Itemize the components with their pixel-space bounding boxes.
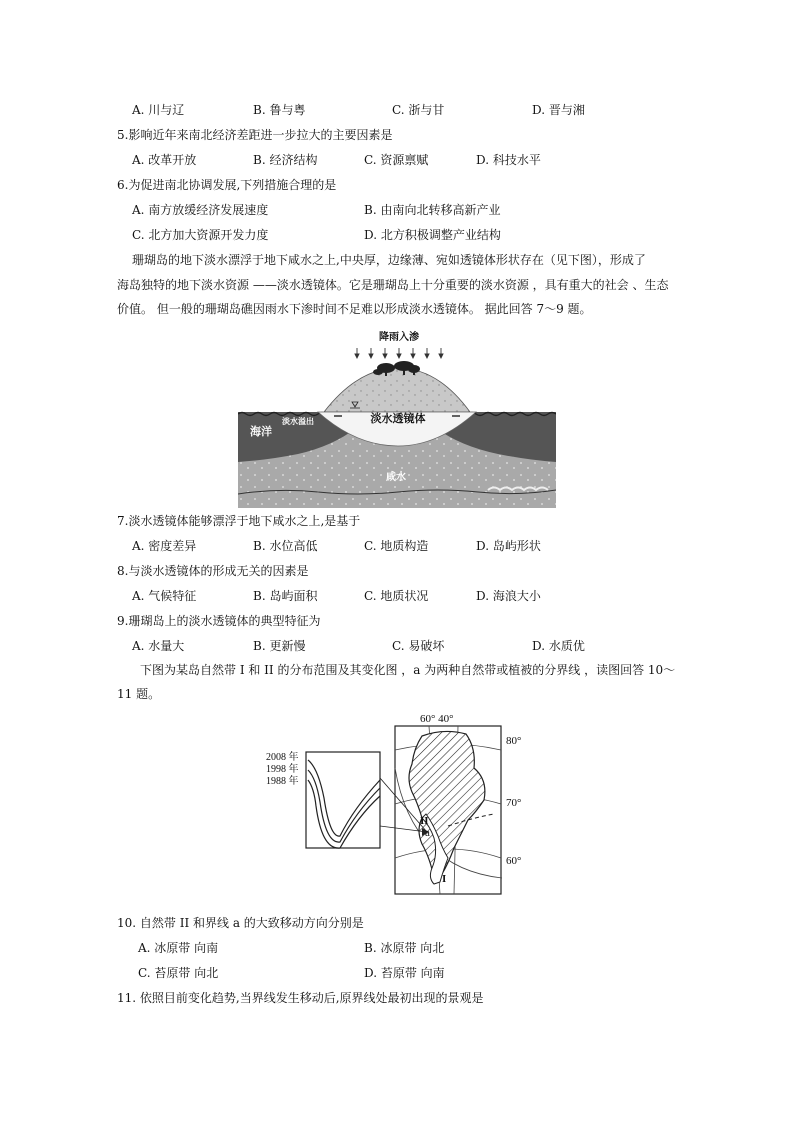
- q5-option-c: C. 资源禀赋: [364, 153, 429, 167]
- q8-option-b: B. 岛屿面积: [253, 589, 318, 603]
- lat-80-label: 80°: [506, 735, 522, 747]
- lat-60-label: 60°: [506, 855, 522, 867]
- passage1-line2: 海岛独特的地下淡水资源 ——淡水透镜体。它是珊瑚岛上十分重要的淡水资源 ，具有重大的社会 、生态: [117, 278, 669, 292]
- q5-option-a: A. 改革开放: [132, 153, 197, 167]
- q9-option-c: C. 易破坏: [392, 639, 445, 653]
- lens-label: 淡水透镜体: [370, 412, 426, 425]
- rain-arrows: [355, 348, 443, 358]
- q9-option-a: A. 水量大: [132, 639, 185, 653]
- q4-option-b: B. 鲁与粤: [253, 103, 306, 117]
- q7-option-b: B. 水位高低: [253, 539, 318, 553]
- q4-option-c: C. 浙与甘: [392, 103, 445, 117]
- saltwater-label: 咸水: [386, 472, 406, 483]
- q10-option-a: A. 冰原带 向南: [138, 941, 219, 955]
- q6-option-b: B. 由南向北转移高新产业: [364, 203, 501, 217]
- q7-option-a: A. 密度差异: [132, 539, 197, 553]
- q9-option-d: D. 水质优: [532, 639, 585, 653]
- freshwater-lens-diagram: [238, 328, 556, 508]
- q8-option-d: D. 海浪大小: [476, 589, 541, 603]
- island-mound: [324, 368, 470, 412]
- q10-option-d: D. 苔原带 向南: [364, 966, 445, 980]
- longitude-label: 60° 40°: [420, 713, 454, 725]
- freshwater-lens-figure: [238, 328, 556, 508]
- zone-I-label: I: [442, 873, 447, 885]
- q10-stem: 10. 自然带 II 和界线 a 的大致移动方向分别是: [117, 916, 364, 930]
- line-a-label: a: [425, 827, 430, 839]
- q9-stem: 9.珊瑚岛上的淡水透镜体的典型特征为: [117, 614, 321, 628]
- q5-option-b: B. 经济结构: [253, 153, 318, 167]
- q5-stem: 5.影响近年来南北经济差距进一步拉大的主要因素是: [117, 128, 393, 142]
- passage2-line2: 11 题。: [117, 687, 161, 701]
- q10-option-c: C. 苔原带 向北: [138, 966, 219, 980]
- island-zone-map-figure: [262, 708, 534, 898]
- q10-option-b: B. 冰原带 向北: [364, 941, 445, 955]
- ocean-label: 海洋: [250, 425, 272, 438]
- island-zone-map: [262, 708, 534, 898]
- q7-option-d: D. 岛屿形状: [476, 539, 541, 553]
- q6-option-d: D. 北方积极调整产业结构: [364, 228, 501, 242]
- q5-option-d: D. 科技水平: [476, 153, 541, 167]
- q4-option-a: A. 川与辽: [132, 103, 185, 117]
- lat-70-label: 70°: [506, 797, 522, 809]
- q6-option-c: C. 北方加大资源开发力度: [132, 228, 269, 242]
- q7-stem: 7.淡水透镜体能够漂浮于地下咸水之上,是基于: [117, 514, 361, 528]
- overflow-label: 淡水溢出: [282, 417, 314, 426]
- year-1988-label: 1988 年: [266, 776, 299, 787]
- q7-option-c: C. 地质构造: [364, 539, 429, 553]
- rain-label: 降雨入渗: [379, 332, 419, 343]
- passage2-line1: 下图为某岛自然带 I 和 II 的分布范围及其变化图 ，a 为两种自然带或植被的分界线 ，读图回答 10～: [140, 663, 676, 677]
- passage1-line3: 价值。 但一般的珊瑚岛礁因雨水下渗时间不足难以形成淡水透镜体。 据此回答 7～9 题。: [117, 302, 592, 316]
- q4-option-d: D. 晋与湘: [532, 103, 585, 117]
- passage1-line1: 珊瑚岛的地下淡水漂浮于地下咸水之上,中央厚，边缘薄、宛如透镜体形状存在（见下图），形成了: [132, 253, 646, 267]
- zone-II-label: II: [420, 815, 429, 827]
- q11-stem: 11. 依照目前变化趋势,当界线发生移动后,原界线处最初出现的景观是: [117, 991, 484, 1005]
- year-1998-label: 1998 年: [266, 764, 299, 775]
- year-2008-label: 2008 年: [266, 752, 299, 763]
- q8-stem: 8.与淡水透镜体的形成无关的因素是: [117, 564, 309, 578]
- q6-option-a: A. 南方放缓经济发展速度: [132, 203, 269, 217]
- q9-option-b: B. 更新慢: [253, 639, 306, 653]
- q8-option-a: A. 气候特征: [132, 589, 197, 603]
- q8-option-c: C. 地质状况: [364, 589, 429, 603]
- q6-stem: 6.为促进南北协调发展,下列措施合理的是: [117, 178, 337, 192]
